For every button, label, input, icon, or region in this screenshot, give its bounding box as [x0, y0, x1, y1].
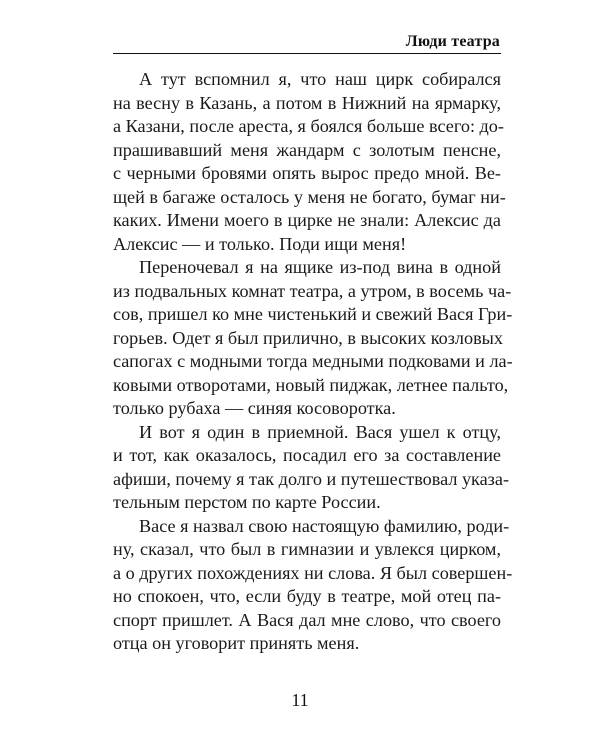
paragraph-1	[113, 68, 506, 256]
text-line: И вот я один в приемной. Вася ушел к отцу,	[139, 421, 501, 442]
text-line: ну, сказал, что был в гимназии и увлекся цирком,	[113, 539, 501, 559]
text-line: сапогах с модными тогда медными подковами и ла-	[113, 351, 513, 371]
text-line: из подвальных комнат театра, а утром, в восемь ча-	[113, 280, 512, 301]
page-number: 11	[291, 690, 309, 710]
text-line: на весну в Казань, а потом в Нижний на ярмарку,	[113, 92, 501, 113]
text-line: ковыми отворотами, новый пиджак, летнее пальто,	[113, 374, 509, 395]
text-line: Переночевал я на ящике из-под вина в одной	[139, 257, 501, 277]
page-body-text	[113, 68, 513, 656]
text-line: щей в багаже осталось у меня не богато, бумаг ни-	[113, 186, 506, 207]
text-line: афиши, почему я так долго и путешествовал указа-	[113, 468, 509, 489]
header-rule	[113, 53, 501, 54]
text-line: Васе я назвал свою настоящую фамилию, роди-	[139, 515, 510, 536]
text-line: но спокоен, что, если буду в театре, мой отец па-	[113, 586, 501, 606]
text-line: горьев. Одет я был прилично, в высоких козловых	[113, 327, 503, 348]
text-line: каких. Имени моего в цирке не знали: Алексис да	[113, 210, 501, 230]
text-line: и тот, как оказалось, посадил его за составление	[113, 445, 501, 465]
text-line: а Казани, после ареста, я боялся больше всего: до-	[113, 116, 504, 136]
text-line: а о других похождениях ни слова. Я был совершен-	[113, 562, 513, 583]
paragraph-3	[113, 421, 509, 515]
text-line: А тут вспомнил я, что наш цирк собирался	[139, 69, 501, 89]
text-line: тельным перстом по карте России.	[113, 492, 381, 512]
text-line: с черными бровями опять вырос предо мной. Ве-	[113, 163, 501, 183]
text-line: отца он уговорит принять меня.	[113, 633, 360, 653]
running-head-title: Люди театра	[405, 33, 500, 50]
text-line: только рубаха — синяя косоворотка.	[113, 398, 396, 418]
paragraph-2	[113, 256, 513, 421]
text-line: спорт пришлет. А Вася дал мне слово, что своего	[113, 609, 501, 630]
paragraph-4	[113, 515, 513, 656]
text-line: Алексис — и только. Поди ищи меня!	[113, 233, 407, 254]
text-line: сов, пришел ко мне чистенький и свежий Вася Гри-	[113, 304, 513, 324]
text-line: прашивавший меня жандарм с золотым пенсне,	[113, 139, 501, 160]
